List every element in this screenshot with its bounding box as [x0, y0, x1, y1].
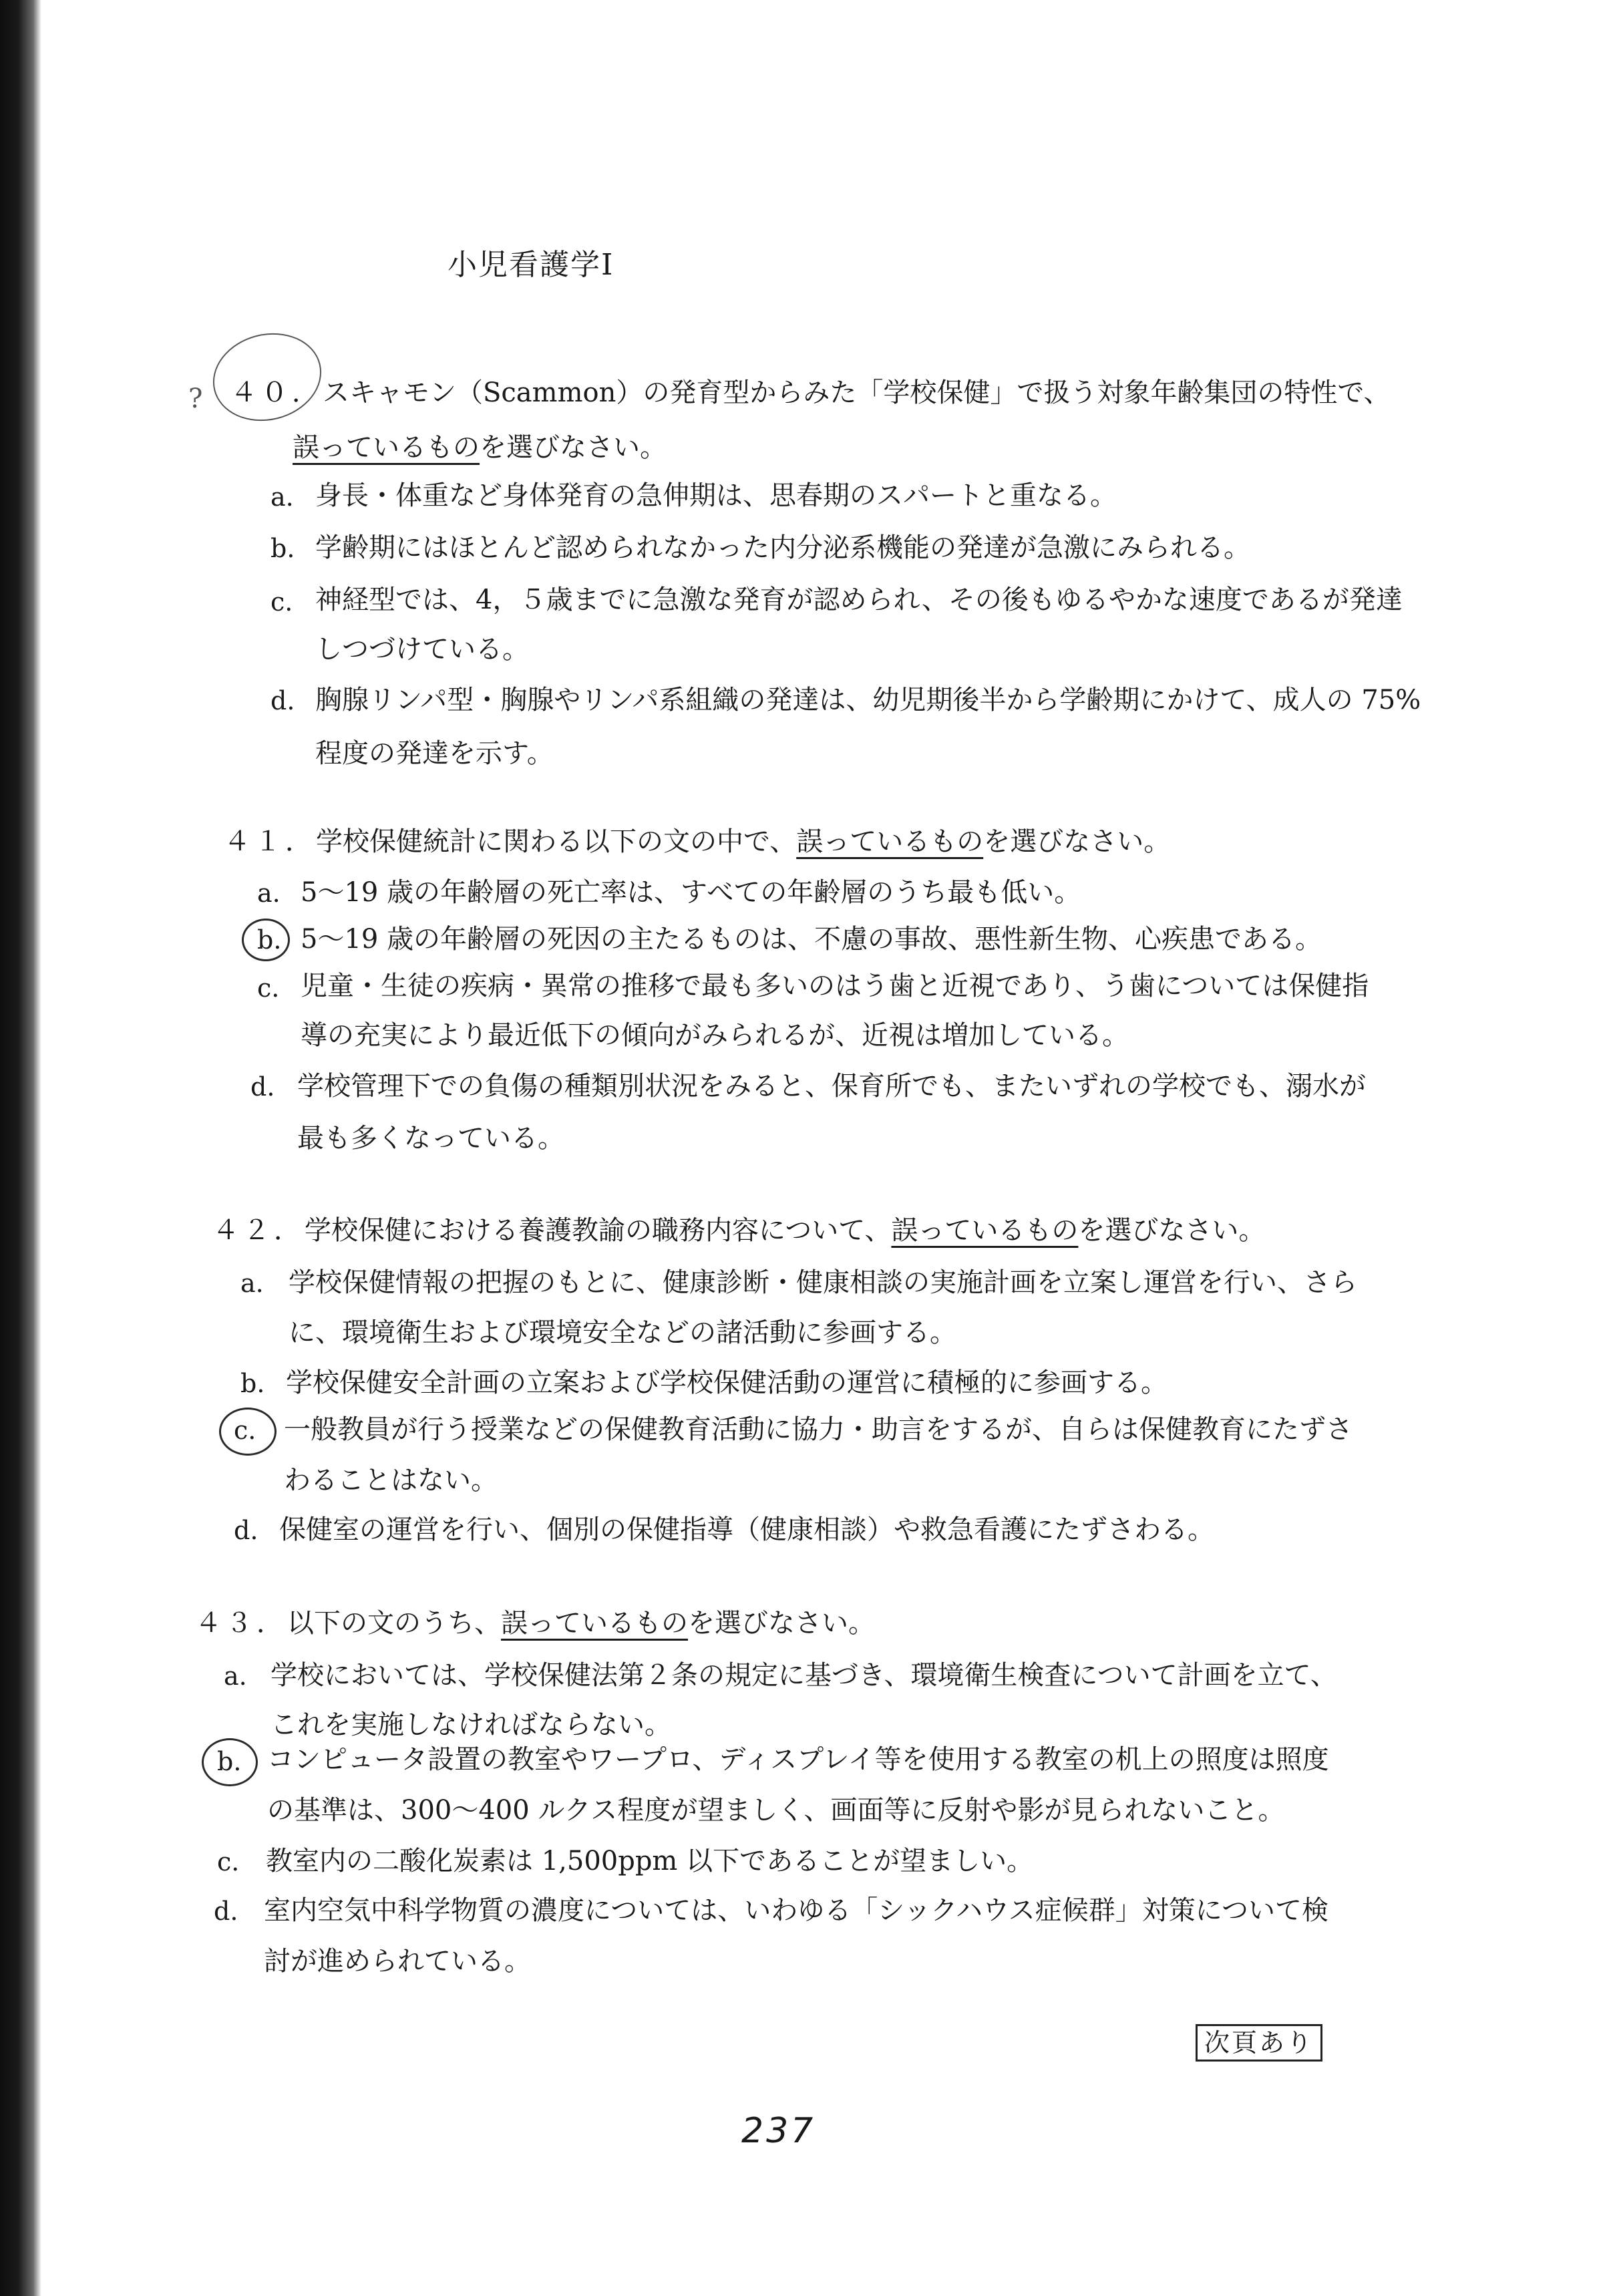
question-text: を選びなさい。 [480, 432, 667, 463]
question-text: を選びなさい。 [1078, 1215, 1266, 1246]
option-text: 教室内の二酸化炭素は 1,500ppm 以下であることが望ましい。 [266, 1846, 1034, 1876]
option-text: 神経型では、4，５歳までに急激な発育が認められ、その後もゆるやかな速度であるが発達 [315, 585, 1403, 615]
option-label: c. [217, 1847, 240, 1876]
option-label: a. [224, 1661, 247, 1691]
question-number: ４０． [230, 377, 323, 408]
option-label: b. [271, 534, 295, 563]
option-text: これを実施しなければならない。 [271, 1709, 671, 1740]
option-text: 学校保健安全計画の立案および学校保健活動の運営に積極的に参画する。 [286, 1367, 1168, 1398]
option-label: d. [250, 1072, 275, 1102]
option-text: 学校においては、学校保健法第２条の規定に基づき、環境衛生検査について計画を立て、 [271, 1660, 1337, 1691]
question-text: 学校保健統計に関わる以下の文の中で、 [316, 826, 797, 857]
option-text: しつづけている。 [315, 634, 529, 665]
option-text: 最も多くなっている。 [297, 1123, 564, 1154]
option-label: c. [234, 1416, 256, 1445]
option-text: コンピュータ設置の教室やワープロ、ディスプレイ等を使用する教室の机上の照度は照度 [267, 1744, 1329, 1775]
option-text: の基準は、300〜400 ルクス程度が望ましく、画面等に反射や影が見られないこと。 [267, 1795, 1285, 1826]
option-text: 児童・生徒の疾病・異常の推移で最も多いのはう歯と近視であり、う歯については保健指 [301, 971, 1369, 1001]
question-text: を選びなさい。 [983, 826, 1171, 857]
option-label: a. [240, 1269, 264, 1298]
page-number: 237 [741, 2111, 816, 2151]
option-label: d. [234, 1516, 258, 1545]
option-text: に、環境衛生および環境安全などの諸活動に参画する。 [289, 1317, 956, 1348]
option-text: 保健室の運営を行い、個別の保健指導（健康相談）や救急看護にたずさわる。 [279, 1514, 1214, 1545]
option-text: 討が進められている。 [264, 1946, 531, 1977]
option-text: わることはない。 [284, 1465, 498, 1496]
option-text: 室内空気中科学物質の濃度については、いわゆる「シックハウス症候群」対策について検 [264, 1895, 1328, 1926]
option-label: b. [240, 1369, 265, 1398]
question-text: を選びなさい。 [688, 1608, 875, 1639]
option-label: b. [257, 925, 282, 955]
option-label: b. [217, 1747, 242, 1776]
option-text: 5〜19 歳の年齢層の死因の主たるものは、不慮の事故、悪性新生物、心疾患である。 [301, 924, 1322, 955]
question-number: ４２． [212, 1215, 305, 1246]
option-text: 5〜19 歳の年齢層の死亡率は、すべての年齢層のうち最も低い。 [301, 877, 1081, 908]
next-page-note: 次頁あり [1196, 2024, 1322, 2062]
question-text: スキャモン（Scammon）の発育型からみた「学校保健」で扱う対象年齢集団の特性で、 [323, 377, 1391, 408]
option-label: c. [257, 973, 280, 1003]
option-label: d. [214, 1897, 238, 1926]
option-text: 学校管理下での負傷の種類別状況をみると、保育所でも、またいずれの学校でも、溺水が [297, 1071, 1366, 1102]
emphasis-underlined: 誤っているもの [796, 826, 984, 857]
option-label: c. [271, 587, 293, 617]
option-text: 胸腺リンパ型・胸腺やリンパ系組織の発達は、幼児期後半から学齢期にかけて、成人の 75% [315, 685, 1421, 715]
option-label: d. [271, 686, 295, 715]
question-text: 以下の文のうち、 [287, 1608, 501, 1639]
question-number: ４１． [224, 826, 316, 857]
option-text: 程度の発達を示す。 [315, 738, 554, 769]
emphasis-underlined: 誤っているもの [891, 1215, 1079, 1246]
question-number: ４３． [195, 1608, 287, 1639]
option-label: a. [271, 482, 294, 512]
scan-dark-edge [0, 0, 41, 2296]
option-text: 一般教員が行う授業などの保健教育活動に協力・助言をするが、自らは保健教育にたずさ [284, 1414, 1353, 1445]
option-text: 身長・体重など身体発育の急伸期は、思春期のスパートと重なる。 [315, 480, 1117, 511]
option-text: 学齢期にはほとんど認められなかった内分泌系機能の発達が急激にみられる。 [315, 532, 1250, 563]
emphasis-underlined: 誤っているもの [293, 432, 480, 463]
option-text: 学校保健情報の把握のもとに、健康診断・健康相談の実施計画を立案し運営を行い、さら [289, 1267, 1357, 1298]
option-label: a. [257, 878, 281, 908]
page-title: 小児看護学Ⅰ [448, 248, 614, 282]
option-text: 導の充実により最近低下の傾向がみられるが、近視は増加している。 [301, 1020, 1129, 1051]
emphasis-underlined: 誤っているもの [501, 1608, 688, 1639]
question-text: 学校保健における養護教諭の職務内容について、 [305, 1215, 892, 1246]
pencil-check-mark: ? [188, 383, 203, 414]
